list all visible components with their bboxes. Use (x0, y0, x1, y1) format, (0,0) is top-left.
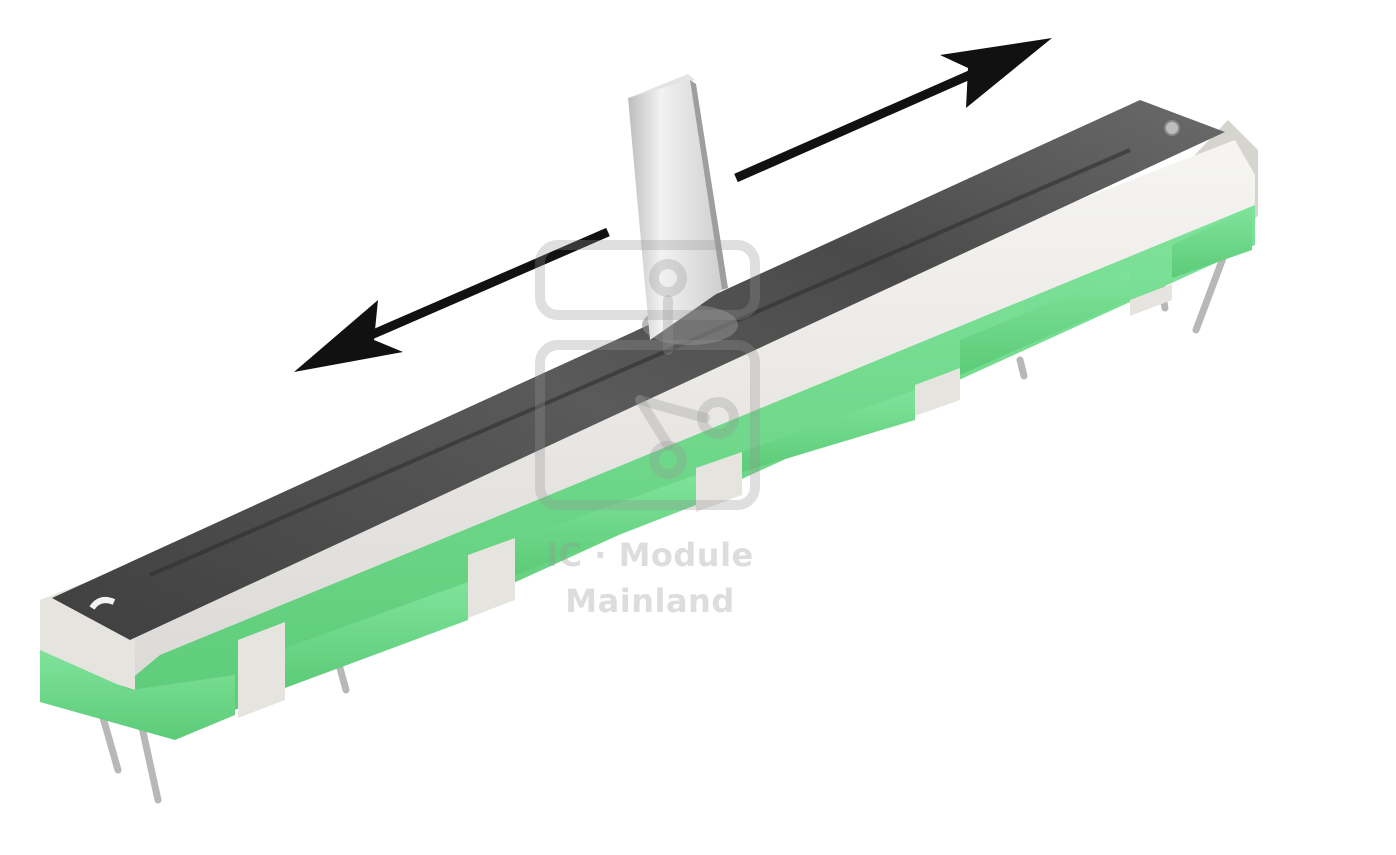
right-arrow-shaft (736, 66, 990, 178)
watermark-text-line2: Mainland (565, 582, 735, 620)
left-arrow-head (294, 300, 403, 372)
right-arrow-head (940, 38, 1052, 108)
mounting-hole (1165, 121, 1179, 135)
watermark-text-line1: IC · Module (546, 536, 754, 574)
